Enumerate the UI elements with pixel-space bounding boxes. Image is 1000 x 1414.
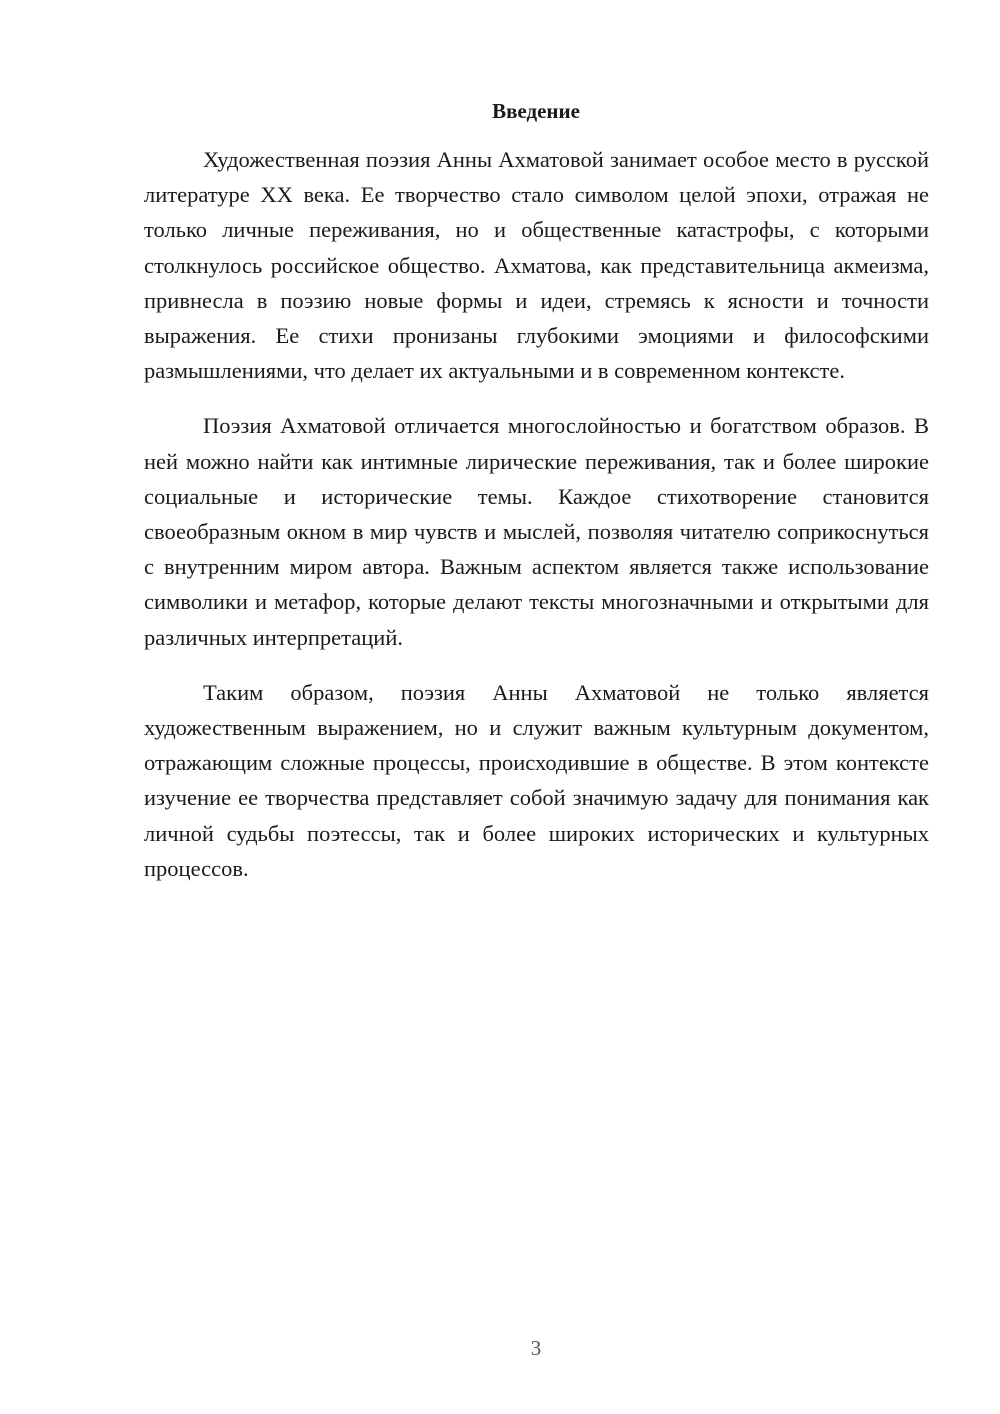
paragraph-1: Художественная поэзия Анны Ахматовой занимает особое место в русской литературе XX века. Ее творчество стало символом целой эпохи, отражая не только личные переживания, но и общественные катастрофы, с которыми столкнулось российское общество. Ахматова, как представительница акмеизма, привнесла в поэзию новые формы и идеи, стремясь к ясности и точности выражения. Ее стихи пронизаны глубокими эмоциями и философскими размышлениями, что делает их актуальными и в современном контексте. — [144, 147, 929, 384]
paragraph-3: Таким образом, поэзия Анны Ахматовой не только является художественным выражением, но и служит важным культурным документом, отражающим сложные процессы, происходившие в обществе. В этом контексте изучение ее творчества представляет собой значимую задачу для понимания как личной судьбы поэтессы, так и более широких исторических и культурных процессов. — [144, 679, 929, 881]
page-number: 3 — [530, 1336, 542, 1360]
section-heading: Введение — [492, 99, 580, 123]
body-text — [144, 142, 929, 906]
paragraph-2: Поэзия Ахматовой отличается многослойностью и богатством образов. В ней можно найти как интимные лирические переживания, так и более широкие социальные и исторические темы. Каждое стихотворение становится своеобразным окном в мир чувств и мыслей, позволяя читателю соприкоснуться с внутренним миром автора. Важным аспектом является также использование символики и метафор, которые делают тексты многозначными и открытыми для различных интерпретаций. — [144, 413, 929, 650]
